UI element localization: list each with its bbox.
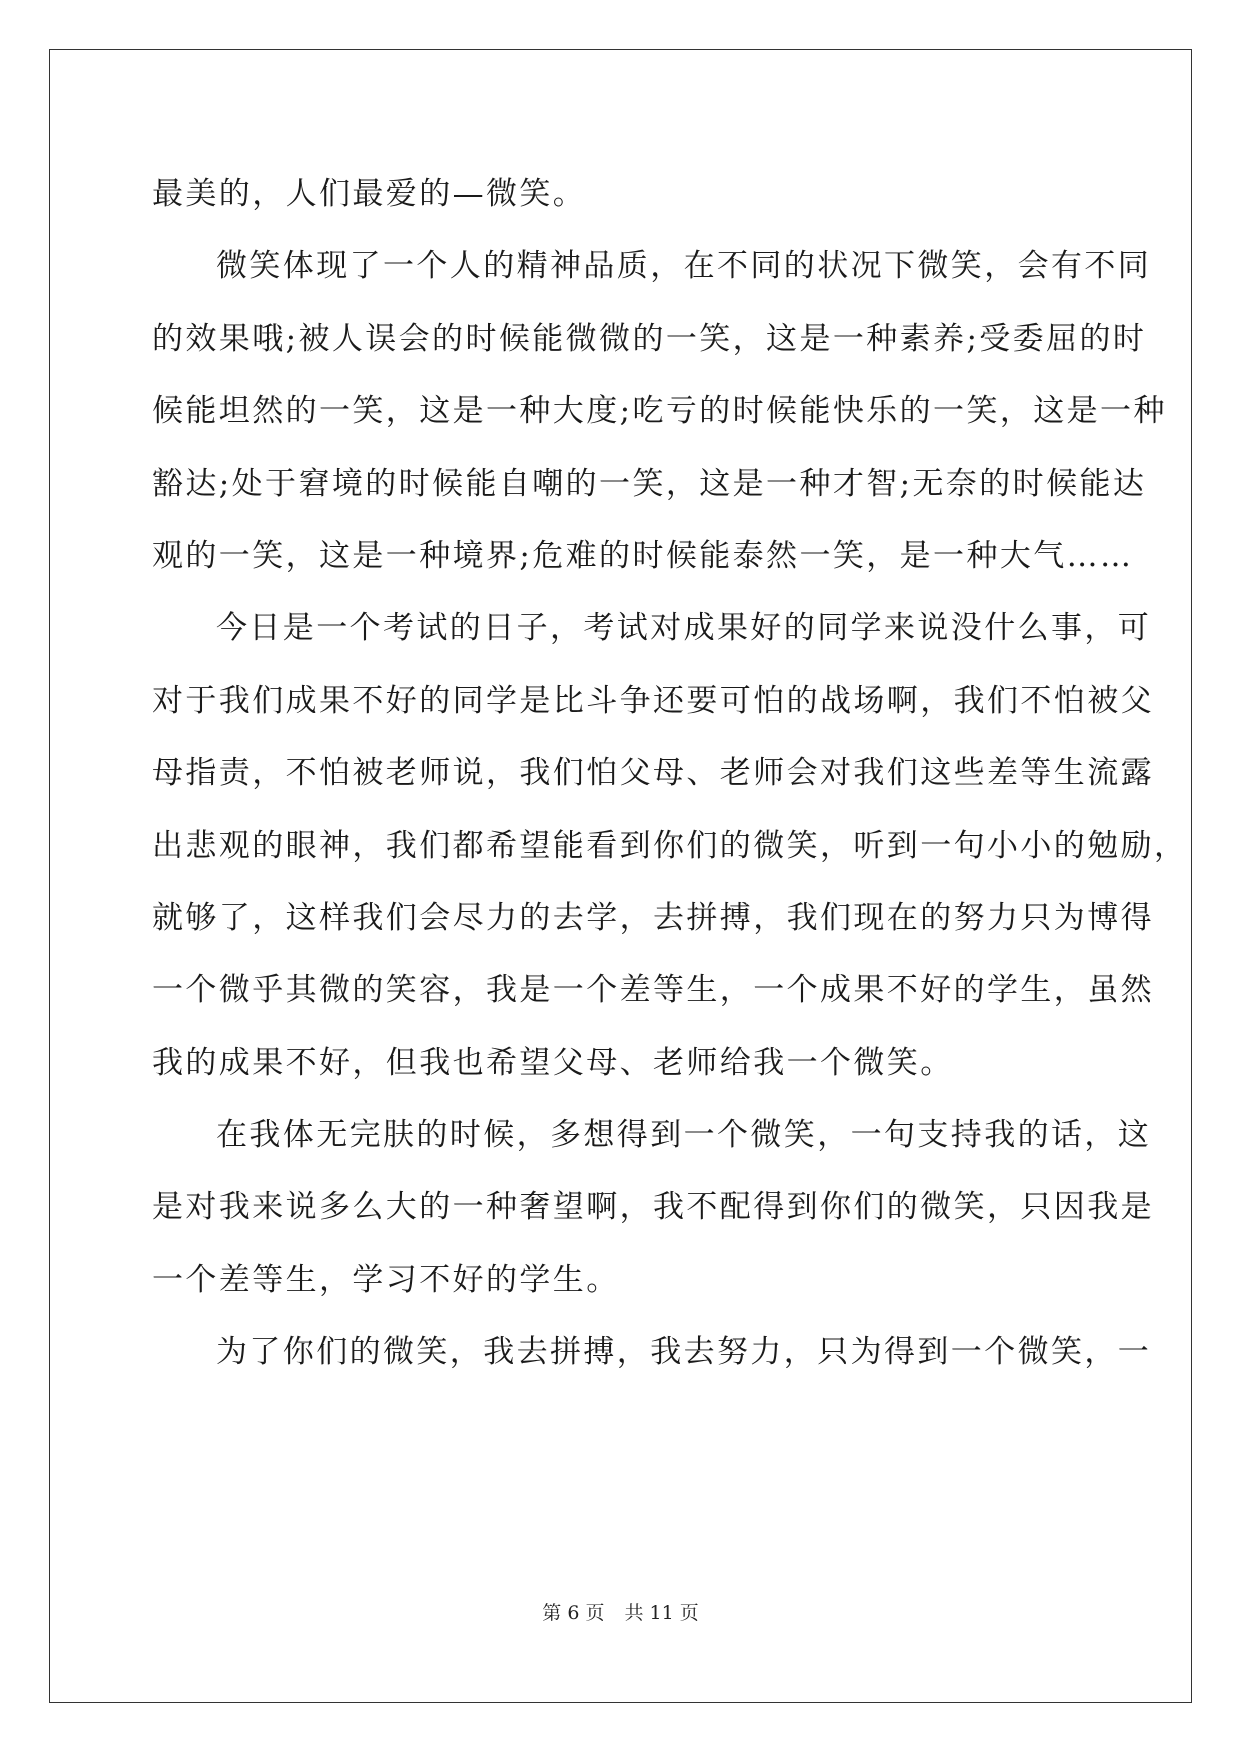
text-line: 微笑体现了一个人的精神品质，在不同的状况下微笑，会有不同 bbox=[216, 248, 1152, 285]
document-body bbox=[152, 158, 1188, 1389]
text-line: 为了你们的微笑，我去拼搏，我去努力，只为得到一个微笑，一 bbox=[216, 1334, 1152, 1371]
text-line: 对于我们成果不好的同学是比斗争还要可怕的战场啊，我们不怕被父 bbox=[152, 682, 1154, 719]
text-line: 候能坦然的一笑，这是一种大度;吃亏的时候能快乐的一笑，这是一种 bbox=[152, 393, 1167, 430]
text-line: 今日是一个考试的日子，考试对成果好的同学来说没什么事，可 bbox=[216, 610, 1152, 647]
text-line: 母指责，不怕被老师说，我们怕父母、老师会对我们这些差等生流露 bbox=[152, 755, 1154, 792]
text-line: 一个差等生，学习不好的学生。 bbox=[152, 1261, 620, 1298]
text-line: 在我体无完肤的时候，多想得到一个微笑，一句支持我的话，这 bbox=[216, 1117, 1152, 1154]
text-line: 是对我来说多么大的一种奢望啊，我不配得到你们的微笑，只因我是 bbox=[152, 1189, 1154, 1226]
text-line: 的效果哦;被人误会的时候能微微的一笑，这是一种素养;受委屈的时 bbox=[152, 320, 1147, 357]
text-line: 出悲观的眼神，我们都希望能看到你们的微笑，听到一句小小的勉励， bbox=[152, 827, 1188, 864]
text-line: 就够了，这样我们会尽力的去学，去拼搏，我们现在的努力只为博得 bbox=[152, 899, 1154, 936]
page-total: 共 11 页 bbox=[624, 1602, 699, 1624]
text-line: 我的成果不好，但我也希望父母、老师给我一个微笑。 bbox=[152, 1044, 954, 1081]
page-footer bbox=[0, 1598, 1241, 1625]
text-line: 豁达;处于窘境的时候能自嘲的一笑，这是一种才智;无奈的时候能达 bbox=[152, 465, 1147, 502]
page-number: 第 6 页 bbox=[542, 1602, 605, 1624]
text-line: 观的一笑，这是一种境界;危难的时候能泰然一笑，是一种大气…… bbox=[152, 537, 1134, 574]
text-line: 一个微乎其微的笑容，我是一个差等生，一个成果不好的学生，虽然 bbox=[152, 972, 1154, 1009]
text-line: 最美的，人们最爱的—微笑。 bbox=[152, 176, 587, 212]
